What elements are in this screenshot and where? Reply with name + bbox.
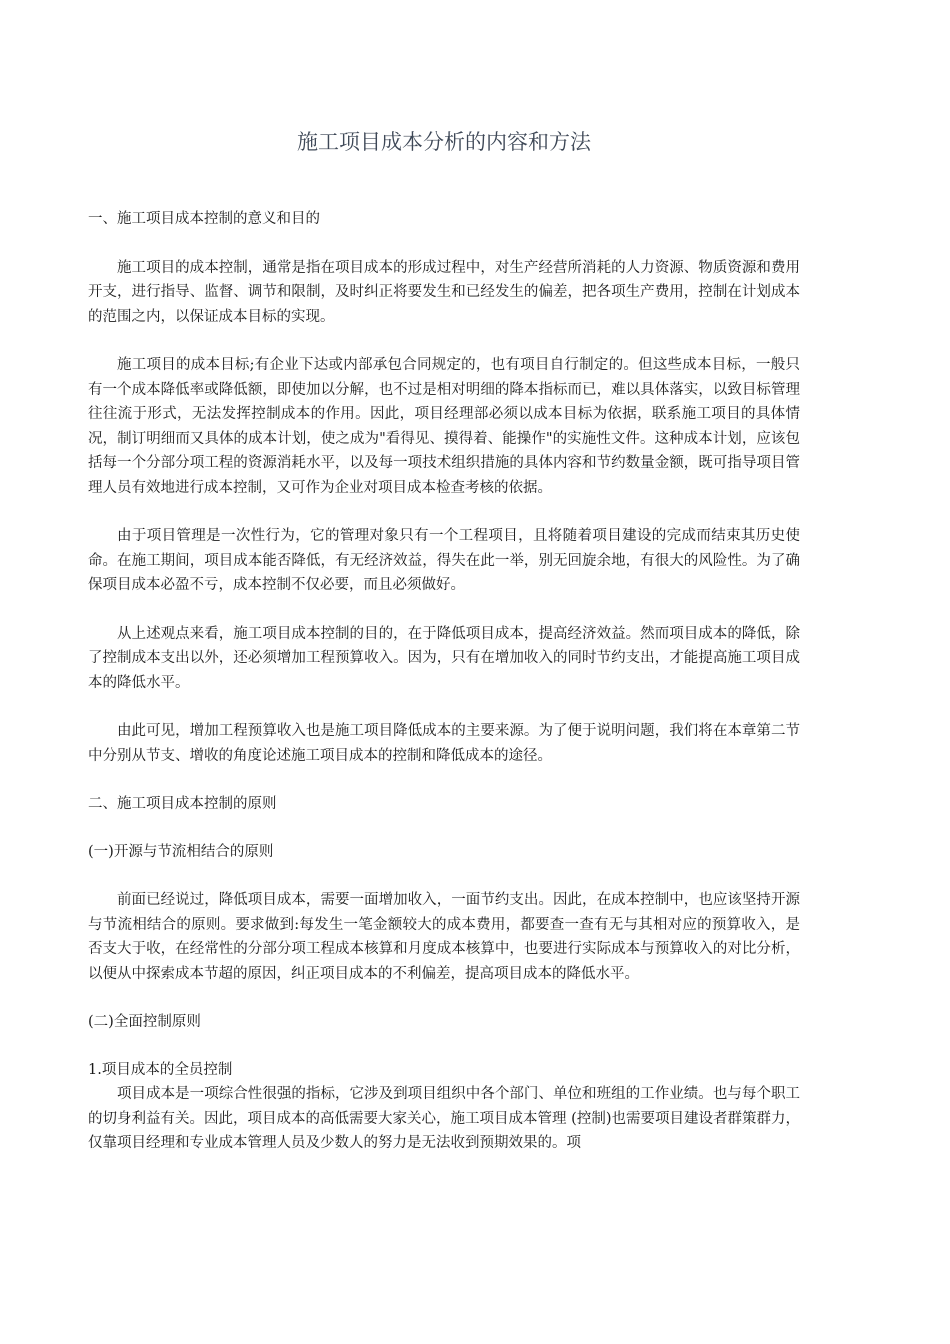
paragraph-1: 施工项目的成本控制，通常是指在项目成本的形成过程中，对生产经营所消耗的人力资源、物质资源和费用开支，进行指导、监督、调节和限制，及时纠正将要发生和已经发生的偏差，把各项生产费用，控制在计划成本的范围之内，以保证成本目标的实现。: [88, 259, 800, 325]
section-heading-2: 二、施工项目成本控制的原则: [88, 796, 277, 812]
paragraph-3: 由于项目管理是一次性行为，它的管理对象只有一个工程项目，且将随着项目建设的完成而结束其历史使命。在施工期间，项目成本能否降低，有无经济效益，得失在此一举，别无回旋余地，有很大的风险性。为了确保项目成本必盈不亏，成本控制不仅必要，而且必须做好。: [88, 528, 800, 593]
paragraph-2: 施工项目的成本目标;有企业下达或内部承包合同规定的，也有项目自行制定的。但这些成本目标，一般只有一个成本降低率或降低额，即使加以分解，也不过是相对明细的降本指标而已，难以具体落实，以致目标管理往往流于形式，无法发挥控制成本的作用。因此，项目经理部必须以成本目标为依据，联系施工项目的具体情况，制订明细而又具体的成本计划，使之成为"看得见、摸得着、能操作"的实施性文件。这种成本计划，应该包括每一个分部分项工程的资源消耗水平，以及每一项技术组织措施的具体内容和节约数量金额，既可指导项目管理人员有效地进行成本控制，又可作为企业对项目成本检查考核的依据。: [88, 357, 800, 496]
section-heading-1: 一、施工项目成本控制的意义和目的: [88, 211, 320, 227]
paragraph-6: 前面已经说过，降低项目成本，需要一面增加收入，一面节约支出。因此，在成本控制中，也应该坚持开源与节流相结合的原则。要求做到:每发生一笔金额较大的成本费用，都要查一查有无与其相对应的预算收入，是否支大于收，在经常性的分部分项工程成本核算和月度成本核算中，也要进行实际成本与预算收入的对比分析，以便从中探索成本节超的原因，纠正项目成本的不利偏差，提高项目成本的降低水平。: [88, 892, 800, 982]
paragraph-4: 从上述观点来看，施工项目成本控制的目的，在于降低项目成本，提高经济效益。然而项目成本的降低，除了控制成本支出以外，还必须增加工程预算收入。因为，只有在增加收入的同时节约支出，才能提高施工项目成本的降低水平。: [88, 625, 800, 691]
document-title: 施工项目成本分析的内容和方法: [297, 130, 591, 154]
paragraph-5: 由此可见，增加工程预算收入也是施工项目降低成本的主要来源。为了便于说明问题，我们将在本章第二节中分别从节支、增收的角度论述施工项目成本的控制和降低成本的途径。: [88, 723, 800, 764]
subsection-heading-1: (一)开源与节流相结合的原则: [88, 843, 274, 860]
subsection-heading-2: (二)全面控制原则: [88, 1014, 201, 1030]
document-body: [88, 207, 800, 1156]
paragraph-7: 项目成本是一项综合性很强的指标，它涉及到项目组织中各个部门、单位和班组的工作业绩。也与每个职工的切身利益有关。因此，项目成本的高低需要大家关心，施工项目成本管理 (控制)也需要项目建设者群策群力，仅靠项目经理和专业成本管理人员及少数人的努力是无法收到预期效果的。项: [88, 1086, 800, 1151]
item-heading-1: 1.项目成本的全员控制: [88, 1061, 233, 1078]
